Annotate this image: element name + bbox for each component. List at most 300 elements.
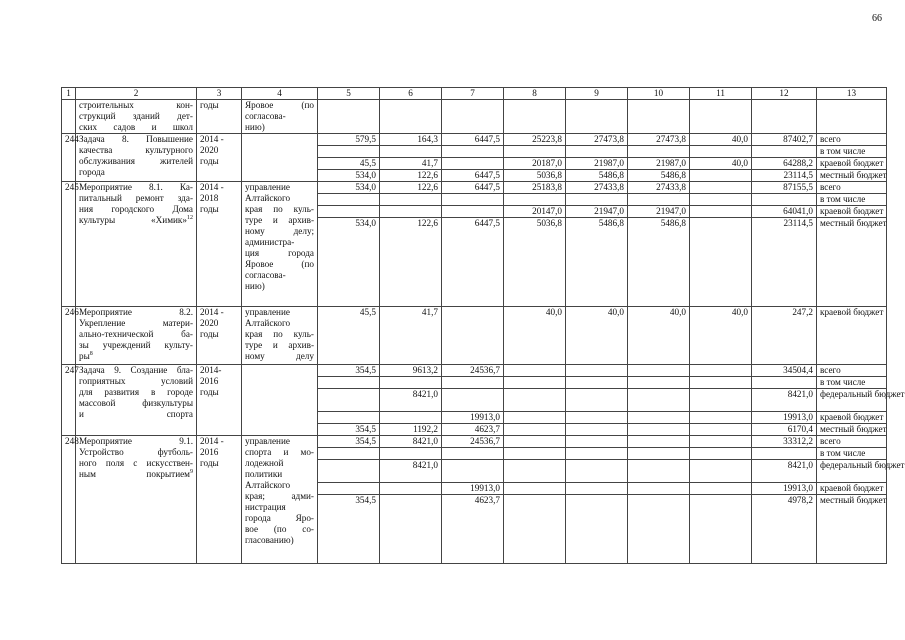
cell-value: 64041,0 [783, 206, 813, 216]
continuation-row [62, 100, 887, 134]
cell-line: Яровое (по [245, 259, 314, 269]
value-cell [504, 377, 566, 389]
value-cell [442, 448, 504, 460]
value-cell [504, 460, 566, 483]
cell-value: 40,0 [731, 158, 748, 168]
value-cell [690, 365, 752, 377]
cell-value: 5486,8 [660, 170, 686, 180]
source-cell [817, 377, 887, 389]
cell-line: зы учреждений культу- [79, 340, 193, 350]
value-cell [442, 495, 504, 564]
cell-line: Задача 8. Повышение [79, 134, 193, 144]
value-cell [628, 182, 690, 194]
value-cell [318, 412, 380, 424]
value-cell [628, 146, 690, 158]
executor-cell [242, 436, 318, 564]
value-cell [442, 134, 504, 146]
value-cell [690, 100, 752, 134]
header-cell [628, 88, 690, 100]
cell-line: гласованию) [245, 535, 294, 545]
value-cell [318, 206, 380, 218]
source-cell [817, 436, 887, 448]
value-cell [566, 460, 628, 483]
cell-value: федеральный бюджет [820, 389, 905, 399]
value-cell [442, 218, 504, 307]
row-number-cell [62, 100, 76, 134]
source-cell [817, 448, 887, 460]
row-number-cell [62, 307, 79, 365]
cell-value: 164,3 [417, 134, 438, 144]
cell-value: 27433,8 [594, 182, 624, 192]
cell-line: Задача 9. Создание бла- [79, 365, 193, 375]
cell-line: нию) [245, 122, 265, 132]
cell-value: всего [820, 436, 841, 446]
cell-value: 4623,7 [474, 424, 500, 434]
value-cell [442, 158, 504, 170]
cell-value: 9613,2 [412, 365, 438, 375]
cell-value: 8 [532, 88, 537, 98]
value-cell [752, 377, 817, 389]
cell-value: 7 [470, 88, 475, 98]
value-cell [442, 412, 504, 424]
value-cell [318, 377, 380, 389]
value-cell [566, 158, 628, 170]
value-cell [566, 307, 628, 365]
value-cell [752, 100, 817, 134]
cell-value: 27433,8 [656, 182, 686, 192]
value-cell [690, 424, 752, 436]
cell-line: ным покрытием [79, 469, 190, 479]
value-cell [380, 206, 442, 218]
cell-value: 1192,2 [413, 424, 438, 434]
value-cell [380, 436, 442, 448]
value-cell [380, 194, 442, 206]
executor-cell [242, 365, 318, 436]
cell-value: 9 [594, 88, 599, 98]
header-cell [76, 88, 197, 100]
cell-line: культуры «Химик» [79, 215, 187, 225]
value-cell [504, 424, 566, 436]
header-cell [752, 88, 817, 100]
cell-line: годы [200, 458, 219, 468]
value-cell [752, 158, 817, 170]
cell-value: 20147,0 [532, 206, 562, 216]
cell-line: 2014 - [200, 307, 224, 317]
value-cell [442, 100, 504, 134]
value-cell [504, 218, 566, 307]
value-cell [628, 436, 690, 448]
value-cell [380, 365, 442, 377]
cell-value: 24536,7 [470, 436, 500, 446]
value-cell [690, 412, 752, 424]
cell-value: 4623,7 [474, 495, 500, 505]
cell-line: Яровое (по [245, 100, 314, 110]
value-cell [566, 389, 628, 412]
value-cell [380, 170, 442, 182]
row-number-cell [62, 436, 79, 564]
source-cell [817, 134, 887, 146]
cell-value: 27473,8 [656, 134, 686, 144]
value-cell [380, 424, 442, 436]
cell-line: ры [79, 351, 90, 361]
value-cell [380, 412, 442, 424]
header-row [62, 88, 887, 100]
cell-value: краевой бюджет [820, 412, 884, 422]
name-cell [76, 134, 197, 182]
cell-value: 13 [846, 88, 857, 98]
value-cell [380, 146, 442, 158]
value-cell [628, 389, 690, 412]
value-cell [628, 448, 690, 460]
value-cell [380, 377, 442, 389]
cell-value: всего [820, 182, 841, 192]
cell-value: краевой бюджет [820, 307, 884, 317]
value-cell [318, 218, 380, 307]
cell-line: и спорта [79, 409, 193, 419]
value-cell [566, 146, 628, 158]
value-cell [442, 424, 504, 436]
value-cell [690, 495, 752, 564]
cell-value: местный бюджет [820, 170, 887, 180]
source-cell [817, 495, 887, 564]
cell-value: 354,5 [355, 365, 376, 375]
cell-value: 40,0 [607, 307, 624, 317]
cell-value: 10 [653, 88, 664, 98]
cell-value: 5486,8 [660, 218, 686, 228]
value-cell [566, 436, 628, 448]
cell-line: края; адми- [245, 491, 314, 501]
source-cell [817, 182, 887, 194]
cell-line: Укрепление матери- [79, 318, 193, 328]
cell-value: 5 [346, 88, 351, 98]
cell-line: струкций зданий дет- [79, 111, 193, 121]
value-cell [442, 389, 504, 412]
value-cell [380, 100, 442, 134]
value-cell [752, 218, 817, 307]
cell-line: годы [200, 204, 219, 214]
value-cell [442, 194, 504, 206]
cell-line: 2016 [200, 376, 219, 386]
value-cell [380, 448, 442, 460]
cell-value: 23114,5 [783, 218, 813, 228]
cell-line: 2014 - [200, 182, 224, 192]
value-cell [752, 483, 817, 495]
value-cell [504, 483, 566, 495]
value-cell [690, 377, 752, 389]
value-cell [690, 146, 752, 158]
cell-value: 5486,8 [598, 218, 624, 228]
cell-value: 248 [65, 436, 79, 446]
row-number-cell [62, 182, 79, 307]
value-cell [318, 146, 380, 158]
value-cell [442, 170, 504, 182]
value-cell [752, 424, 817, 436]
value-cell [318, 194, 380, 206]
value-cell [566, 424, 628, 436]
table-row [62, 365, 887, 377]
header-cell [197, 88, 242, 100]
value-cell [318, 158, 380, 170]
cell-value: 122,6 [417, 182, 438, 192]
footnote-ref: 9 [190, 468, 193, 475]
value-cell [752, 170, 817, 182]
value-cell [690, 134, 752, 146]
cell-value: 45,5 [359, 158, 376, 168]
name-cell [76, 182, 197, 307]
cell-line: спорта и мо- [245, 447, 314, 457]
cell-value: краевой бюджет [820, 158, 884, 168]
cell-value: 19913,0 [783, 483, 813, 493]
header-cell [817, 88, 887, 100]
cell-value: 534,0 [355, 170, 376, 180]
source-cell [817, 389, 905, 412]
cell-value: 21947,0 [656, 206, 686, 216]
value-cell [628, 460, 690, 483]
cell-value: 21987,0 [656, 158, 686, 168]
cell-value: всего [820, 134, 841, 144]
years-cell [197, 365, 242, 436]
value-cell [380, 182, 442, 194]
value-cell [442, 365, 504, 377]
cell-value: 354,5 [355, 495, 376, 505]
cell-value: 21987,0 [594, 158, 624, 168]
value-cell [442, 377, 504, 389]
cell-value: местный бюджет [820, 424, 887, 434]
cell-line: 2014 - [200, 134, 224, 144]
cell-line: 2018 [200, 193, 219, 203]
cell-line: массовой физкультуры [79, 398, 193, 408]
table-body [62, 88, 905, 564]
cell-value: 354,5 [355, 436, 376, 446]
cell-value: 244 [65, 134, 79, 144]
value-cell [504, 412, 566, 424]
cell-line: ально-технической ба- [79, 329, 193, 339]
row-number-cell [62, 134, 79, 182]
value-cell [566, 134, 628, 146]
cell-line: годы [200, 100, 219, 110]
cell-value: 534,0 [355, 218, 376, 228]
value-cell [566, 483, 628, 495]
value-cell [380, 218, 442, 307]
value-cell [690, 194, 752, 206]
value-cell [504, 436, 566, 448]
cell-value: 6447,5 [474, 182, 500, 192]
source-cell [817, 218, 887, 307]
value-cell [752, 307, 817, 365]
value-cell [504, 389, 566, 412]
name-cell [76, 307, 197, 365]
cell-value: 6447,5 [474, 170, 500, 180]
value-cell [628, 483, 690, 495]
value-cell [752, 365, 817, 377]
cell-value: 1 [66, 88, 71, 98]
value-cell [628, 206, 690, 218]
value-cell [504, 134, 566, 146]
value-cell [380, 307, 442, 365]
cell-value: 247 [65, 365, 79, 375]
cell-value: 20187,0 [532, 158, 562, 168]
cell-value: 245 [65, 182, 79, 192]
source-cell [817, 460, 905, 483]
cell-value: 25223,8 [532, 134, 562, 144]
footnote-ref: 12 [187, 214, 193, 221]
cell-value: 2 [133, 88, 139, 98]
value-cell [628, 495, 690, 564]
source-cell [817, 158, 887, 170]
value-cell [690, 436, 752, 448]
cell-value: 6447,5 [474, 218, 500, 228]
cell-line: края по куль- [245, 329, 314, 339]
cell-value: 3 [216, 88, 222, 98]
value-cell [442, 307, 504, 365]
row-number-cell [62, 365, 79, 436]
cell-value: всего [820, 365, 841, 375]
value-cell [628, 424, 690, 436]
cell-value: 25183,8 [532, 182, 562, 192]
value-cell [442, 146, 504, 158]
cell-value: 19913,0 [470, 412, 500, 422]
value-cell [752, 146, 817, 158]
cell-value: 40,0 [731, 307, 748, 317]
header-cell [690, 88, 752, 100]
cell-value: 354,5 [355, 424, 376, 434]
value-cell [752, 495, 817, 564]
cell-value: 247,2 [792, 307, 813, 317]
value-cell [380, 460, 442, 483]
cell-line: Мероприятие 8.1. Ка- [79, 182, 193, 192]
cell-line: Алтайского [245, 193, 291, 203]
cell-value: 19913,0 [783, 412, 813, 422]
value-cell [380, 495, 442, 564]
value-cell [380, 389, 442, 412]
value-cell [504, 194, 566, 206]
executor-cell [242, 182, 318, 307]
value-cell [504, 307, 566, 365]
value-cell [566, 100, 628, 134]
cell-value: 27473,8 [594, 134, 624, 144]
value-cell [690, 448, 752, 460]
value-cell [318, 365, 380, 377]
footnote-ref: 8 [89, 350, 93, 357]
value-cell [628, 412, 690, 424]
value-cell [566, 377, 628, 389]
value-cell [380, 134, 442, 146]
value-cell [318, 424, 380, 436]
cell-value: 8421,0 [412, 389, 438, 399]
cell-line: обслуживания жителей [79, 156, 193, 166]
cell-value: 11 [716, 88, 725, 98]
value-cell [566, 218, 628, 307]
cell-value: 40,0 [545, 307, 562, 317]
cell-value: 8421,0 [787, 389, 813, 399]
cell-value: краевой бюджет [820, 206, 884, 216]
cell-value: в том числе [820, 377, 866, 387]
value-cell [566, 412, 628, 424]
value-cell [817, 100, 887, 134]
cell-value: 19913,0 [470, 483, 500, 493]
value-cell [628, 158, 690, 170]
cell-value: 64288,2 [783, 158, 813, 168]
value-cell [380, 158, 442, 170]
value-cell [504, 146, 566, 158]
table-row [62, 134, 887, 146]
value-cell [318, 100, 380, 134]
cell-value: в том числе [820, 448, 866, 458]
value-cell [504, 365, 566, 377]
cell-line: города [79, 167, 105, 177]
cell-line: лодежной [245, 458, 284, 468]
cell-value: краевой бюджет [820, 483, 884, 493]
value-cell [690, 182, 752, 194]
value-cell [628, 134, 690, 146]
executor-cell [242, 100, 318, 134]
cell-value: 33312,2 [783, 436, 813, 446]
cell-line: администра- [245, 237, 295, 247]
cell-value: 87402,7 [783, 134, 813, 144]
source-cell [817, 483, 887, 495]
cell-line: для развития в городе [79, 387, 193, 397]
executor-cell [242, 307, 318, 365]
source-cell [817, 194, 887, 206]
header-cell [504, 88, 566, 100]
value-cell [566, 448, 628, 460]
cell-line: управление [245, 436, 290, 446]
value-cell [318, 448, 380, 460]
budget-table [61, 87, 905, 564]
value-cell [752, 389, 817, 412]
cell-line: нию) [245, 281, 265, 291]
years-cell [197, 100, 242, 134]
cell-value: 6 [408, 88, 413, 98]
cell-value: 122,6 [417, 218, 438, 228]
name-cell [76, 365, 197, 436]
cell-value: 8421,0 [787, 460, 813, 470]
value-cell [752, 194, 817, 206]
value-cell [442, 436, 504, 448]
value-cell [504, 158, 566, 170]
cell-line: годы [200, 156, 219, 166]
value-cell [318, 483, 380, 495]
cell-value: 579,5 [355, 134, 376, 144]
value-cell [566, 170, 628, 182]
cell-line: строительных кон- [79, 100, 193, 110]
value-cell [628, 100, 690, 134]
cell-value: 5036,8 [536, 218, 562, 228]
cell-value: в том числе [820, 146, 866, 156]
cell-line: качества культурного [79, 145, 193, 155]
source-cell [817, 170, 887, 182]
cell-line: 2020 [200, 318, 219, 328]
cell-line: ция города [245, 248, 314, 258]
cell-line: края по куль- [245, 204, 314, 214]
cell-line: Мероприятие 8.2. [79, 307, 193, 317]
name-cell [76, 100, 197, 134]
value-cell [628, 218, 690, 307]
cell-value: 6170,4 [787, 424, 813, 434]
years-cell [197, 134, 242, 182]
value-cell [690, 460, 752, 483]
cell-value: 5486,8 [598, 170, 624, 180]
cell-value: 4978,2 [787, 495, 813, 505]
cell-value: местный бюджет [820, 218, 887, 228]
value-cell [504, 100, 566, 134]
cell-line: вое (по со- [245, 524, 314, 534]
value-cell [318, 495, 380, 564]
cell-line: согласова- [245, 270, 286, 280]
cell-line: управление [245, 307, 290, 317]
cell-value: федеральный бюджет [820, 460, 905, 470]
cell-value: в том числе [820, 194, 866, 204]
